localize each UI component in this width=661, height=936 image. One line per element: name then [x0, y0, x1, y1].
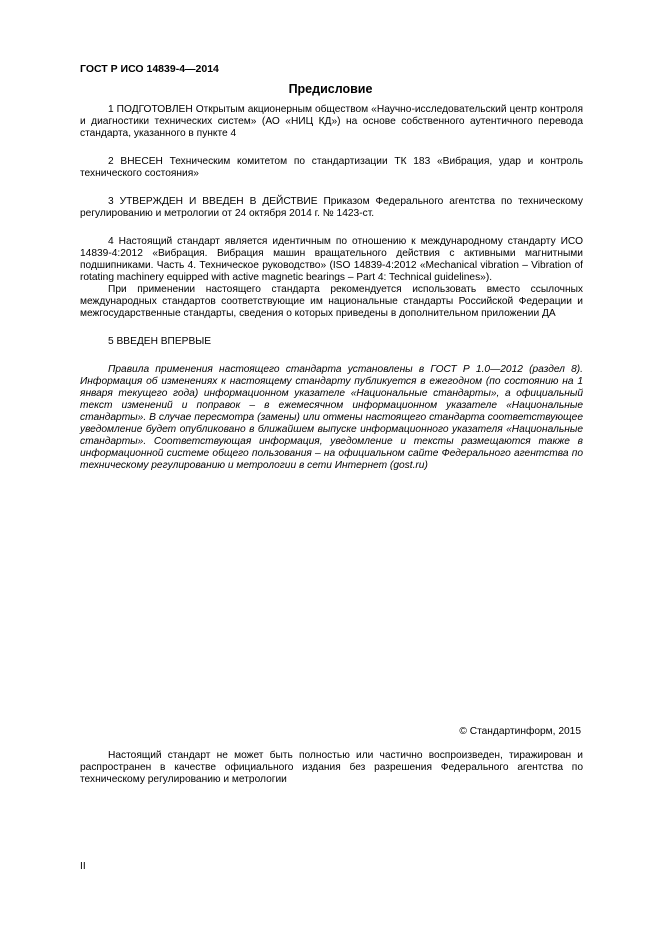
paragraph-introduced: 2 ВНЕСЕН Техническим комитетом по стандартизации ТК 183 «Вибрация, удар и контроль технического состояния» — [80, 156, 583, 179]
copyright: © Стандартинформ, 2015 — [459, 726, 581, 737]
footer-notice — [80, 750, 583, 786]
page-title: Предисловие — [288, 82, 373, 96]
reproduction-notice: Настоящий стандарт не может быть полностью или частично воспроизведен, тиражирован и распространен в качестве официального издания без разрешения Федерального агентства по техническому регулированию и метрологии — [80, 750, 583, 785]
preface-content — [80, 104, 583, 472]
paragraph-approved: 3 УТВЕРЖДЕН И ВВЕДЕН В ДЕЙСТВИЕ Приказом Федерального агентства по техническому регулированию и метрологии от 24 октября 2014 г. № 1423-ст. — [80, 196, 583, 219]
paragraph-application-rules: Правила применения настоящего стандарта установлены в ГОСТ Р 1.0—2012 (раздел 8). Информация об изменениях к настоящему стандарту публикуется в ежегодном (по состоянию на 1 января текущего года) информационном указателе «Национальные стандарты», а официальный текст изменений и поправок – в ежемесячном информационном указателе «Национальные стандарты». В случае пересмотра (замены) или отмены настоящего стандарта соответствующее уведомление будет опубликовано в ближайшем выпуске информационного указателя «Национальные стандарты». Соответствующая информация, уведомление и тексты размещаются также в информационной системе общего пользования – на официальном сайте Федерального агентства по техническому регулированию и метрологии в сети Интернет (gost.ru) — [80, 364, 583, 471]
page-number: II — [80, 861, 86, 872]
paragraph-first-introduced: 5 ВВЕДЕН ВПЕРВЫЕ — [108, 336, 212, 347]
document-id: ГОСТ Р ИСО 14839-4—2014 — [80, 63, 219, 75]
paragraph-identical: 4 Настоящий стандарт является идентичным по отношению к международному стандарту ИСО 14839-4:2012 «Вибрация. Вибрация машин вращательного действия с активными магнитными подшипниками. Часть 4. Техническое руководство» (ISO 14839-4:2012 «Mechanical vibration – Vibration of rotating machinery equipped with active magnetic bearings – Part 4: Technical guidelines»). — [80, 236, 583, 283]
paragraph-references: При применении настоящего стандарта рекомендуется использовать вместо ссылочных международных стандартов соответствующие им национальные стандарты Российской Федерации и межгосударственные стандарты, сведения о которых приведены в дополнительном приложении ДА — [80, 284, 583, 319]
paragraph-prepared: 1 ПОДГОТОВЛЕН Открытым акционерным обществом «Научно-исследовательский центр контроля и диагностики технических систем» (АО «НИЦ КД») на основе собственного аутентичного перевода стандарта, указанного в пункте 4 — [80, 104, 583, 139]
